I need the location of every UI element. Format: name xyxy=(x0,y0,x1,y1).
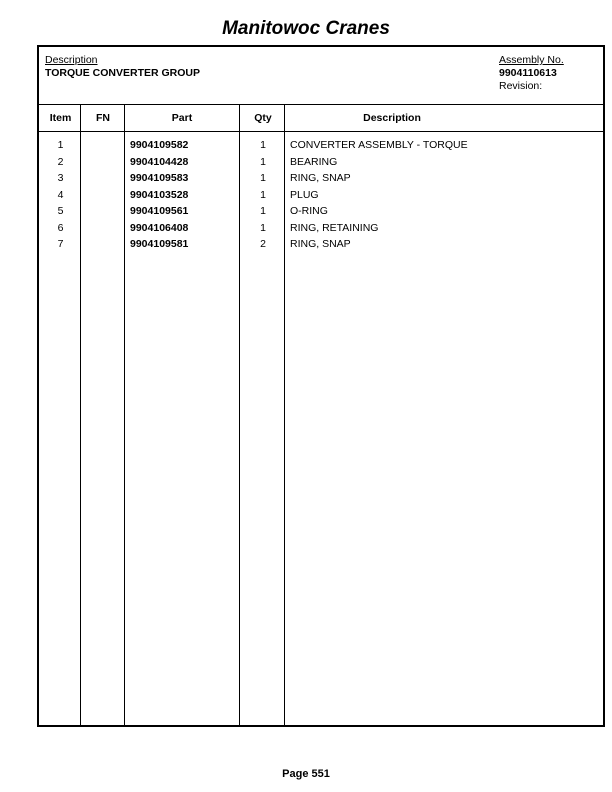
description-block xyxy=(45,54,200,80)
table-row xyxy=(39,205,603,222)
part-number: 9904109581 xyxy=(130,238,189,250)
description-value: TORQUE CONVERTER GROUP xyxy=(45,67,200,79)
part-description: RING, RETAINING xyxy=(290,221,379,234)
page-title: Manitowoc Cranes xyxy=(222,18,390,39)
column-header-item: Item xyxy=(49,112,72,124)
revision-label: Revision: xyxy=(499,80,543,92)
item-number: 6 xyxy=(57,221,64,234)
part-description: RING, SNAP xyxy=(290,172,351,184)
item-number: 4 xyxy=(57,188,64,201)
quantity: 1 xyxy=(260,188,266,201)
assembly-label: Assembly No. xyxy=(499,54,564,66)
part-number: 9904109561 xyxy=(130,205,189,217)
parts-list-frame xyxy=(37,45,605,727)
table-row xyxy=(39,238,603,255)
column-header-fn: FN xyxy=(96,112,110,124)
page-number: Page 551 xyxy=(282,768,330,780)
description-label: Description xyxy=(45,54,98,66)
part-description: O-RING xyxy=(290,205,328,217)
quantity: 2 xyxy=(260,238,266,250)
part-number: 9904104428 xyxy=(130,155,189,168)
item-number: 1 xyxy=(57,139,64,151)
column-header-description: Description xyxy=(363,112,421,124)
table-row xyxy=(39,156,603,173)
part-number: 9904103528 xyxy=(130,188,189,201)
column-header-part: Part xyxy=(171,112,193,124)
part-number: 9904109582 xyxy=(130,139,189,151)
quantity: 1 xyxy=(260,139,266,151)
column-header-qty: Qty xyxy=(254,112,272,124)
quantity: 1 xyxy=(260,221,266,234)
parts-table-body xyxy=(39,139,603,255)
assembly-header xyxy=(39,47,603,105)
table-row xyxy=(39,139,603,156)
part-description: BEARING xyxy=(290,155,338,168)
part-description: CONVERTER ASSEMBLY - TORQUE xyxy=(290,139,468,151)
assembly-number: 9904110613 xyxy=(499,67,557,79)
table-row xyxy=(39,189,603,206)
item-number: 2 xyxy=(57,155,64,168)
quantity: 1 xyxy=(260,172,266,184)
table-row xyxy=(39,172,603,189)
assembly-block xyxy=(499,54,564,93)
part-number: 9904106408 xyxy=(130,221,189,234)
item-number: 3 xyxy=(57,172,64,184)
quantity: 1 xyxy=(260,205,266,217)
part-description: RING, SNAP xyxy=(290,238,351,250)
table-row xyxy=(39,222,603,239)
item-number: 5 xyxy=(57,205,64,217)
part-description: PLUG xyxy=(290,188,319,201)
quantity: 1 xyxy=(260,155,266,168)
part-number: 9904109583 xyxy=(130,172,189,184)
item-number: 7 xyxy=(57,238,64,250)
